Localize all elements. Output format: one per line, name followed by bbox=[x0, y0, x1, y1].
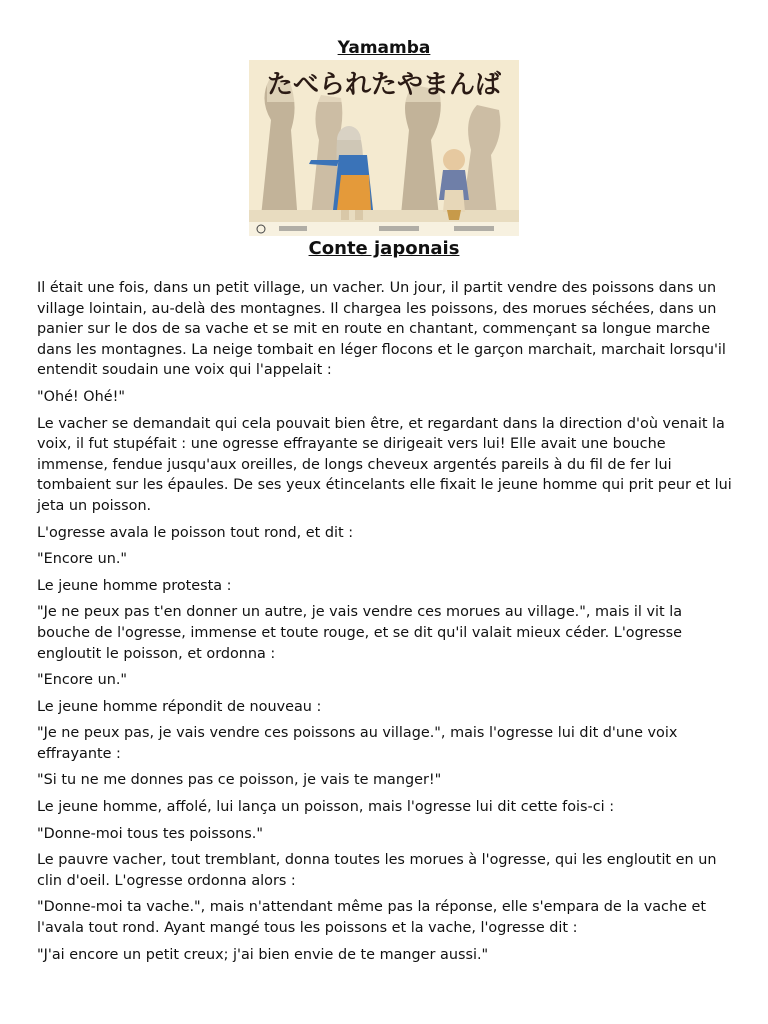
story-paragraph: "Donne-moi ta vache.", mais n'attendant même pas la réponse, elle s'empara de la vache et l'avala tout rond. Ayant mangé tous les poissons et la vache, l'ogresse dit : bbox=[37, 899, 706, 937]
story-paragraph: Il était une fois, dans un petit village, un vacher. Un jour, il partit vendre des poissons dans un village lointain, au-delà des montagnes. Il chargea les poissons, des morues séchées, dans un panier sur le dos de sa vache et se mit en route en chantant, commençant sa longue marche dans les montagnes. La neige tombait en léger flocons et le garçon marchait, marchait lorsqu'il entendit soudain une voix qui l'appelait : bbox=[37, 280, 726, 379]
book-cover-illustration bbox=[249, 60, 519, 236]
story-paragraph: Le pauvre vacher, tout tremblant, donna toutes les morues à l'ogresse, qui les engloutit en un clin d'oeil. L'ogresse ordonna alors : bbox=[37, 852, 717, 889]
story-paragraph: Le vacher se demandait qui cela pouvait bien être, et regardant dans la direction d'où venait la voix, il fut stupéfait : une ogresse effrayante se dirigeait vers lui! Elle avait une bouche immense, fendue jusqu'aux oreilles, de longs cheveux argentés pareils à du fil de fer lui tombaient sur les épaules. De ses yeux étincelants elle fixait le jeune homme qui prit peur et lui jeta un poisson. bbox=[37, 415, 732, 514]
story-paragraph: "Si tu ne me donnes pas ce poisson, je vais te manger!" bbox=[37, 772, 442, 789]
document-title: Yamamba bbox=[337, 38, 431, 58]
document-subtitle: Conte japonais bbox=[308, 238, 460, 259]
story-paragraph: "Ohé! Ohé!" bbox=[37, 388, 125, 405]
story-paragraph: "Encore un." bbox=[37, 672, 128, 689]
story-paragraph: "Je ne peux pas t'en donner un autre, je vais vendre ces morues au village.", mais il vit la bouche de l'ogresse, immense et toute rouge, et se dit qu'il valait mieux céder. L'ogresse engloutit le poisson, et ordonna : bbox=[37, 604, 683, 662]
story-paragraph: L'ogresse avala le poisson tout rond, et dit : bbox=[37, 524, 354, 541]
story-paragraph: Le jeune homme protesta : bbox=[37, 577, 232, 594]
story-paragraph: "J'ai encore un petit creux; j'ai bien envie de te manger aussi." bbox=[37, 946, 489, 963]
story-paragraph: Le jeune homme, affolé, lui lança un poisson, mais l'ogresse lui dit cette fois-ci : bbox=[37, 799, 615, 816]
story-paragraph: "Donne-moi tous tes poissons." bbox=[37, 825, 263, 842]
story-body bbox=[37, 278, 737, 971]
story-paragraph: Le jeune homme répondit de nouveau : bbox=[37, 698, 322, 715]
cover-title-jp: たべられたやまんば bbox=[266, 70, 502, 100]
story-paragraph: "Encore un." bbox=[37, 551, 128, 568]
story-paragraph: "Je ne peux pas, je vais vendre ces poissons au village.", mais l'ogresse lui dit d'une voix effrayante : bbox=[37, 725, 678, 762]
